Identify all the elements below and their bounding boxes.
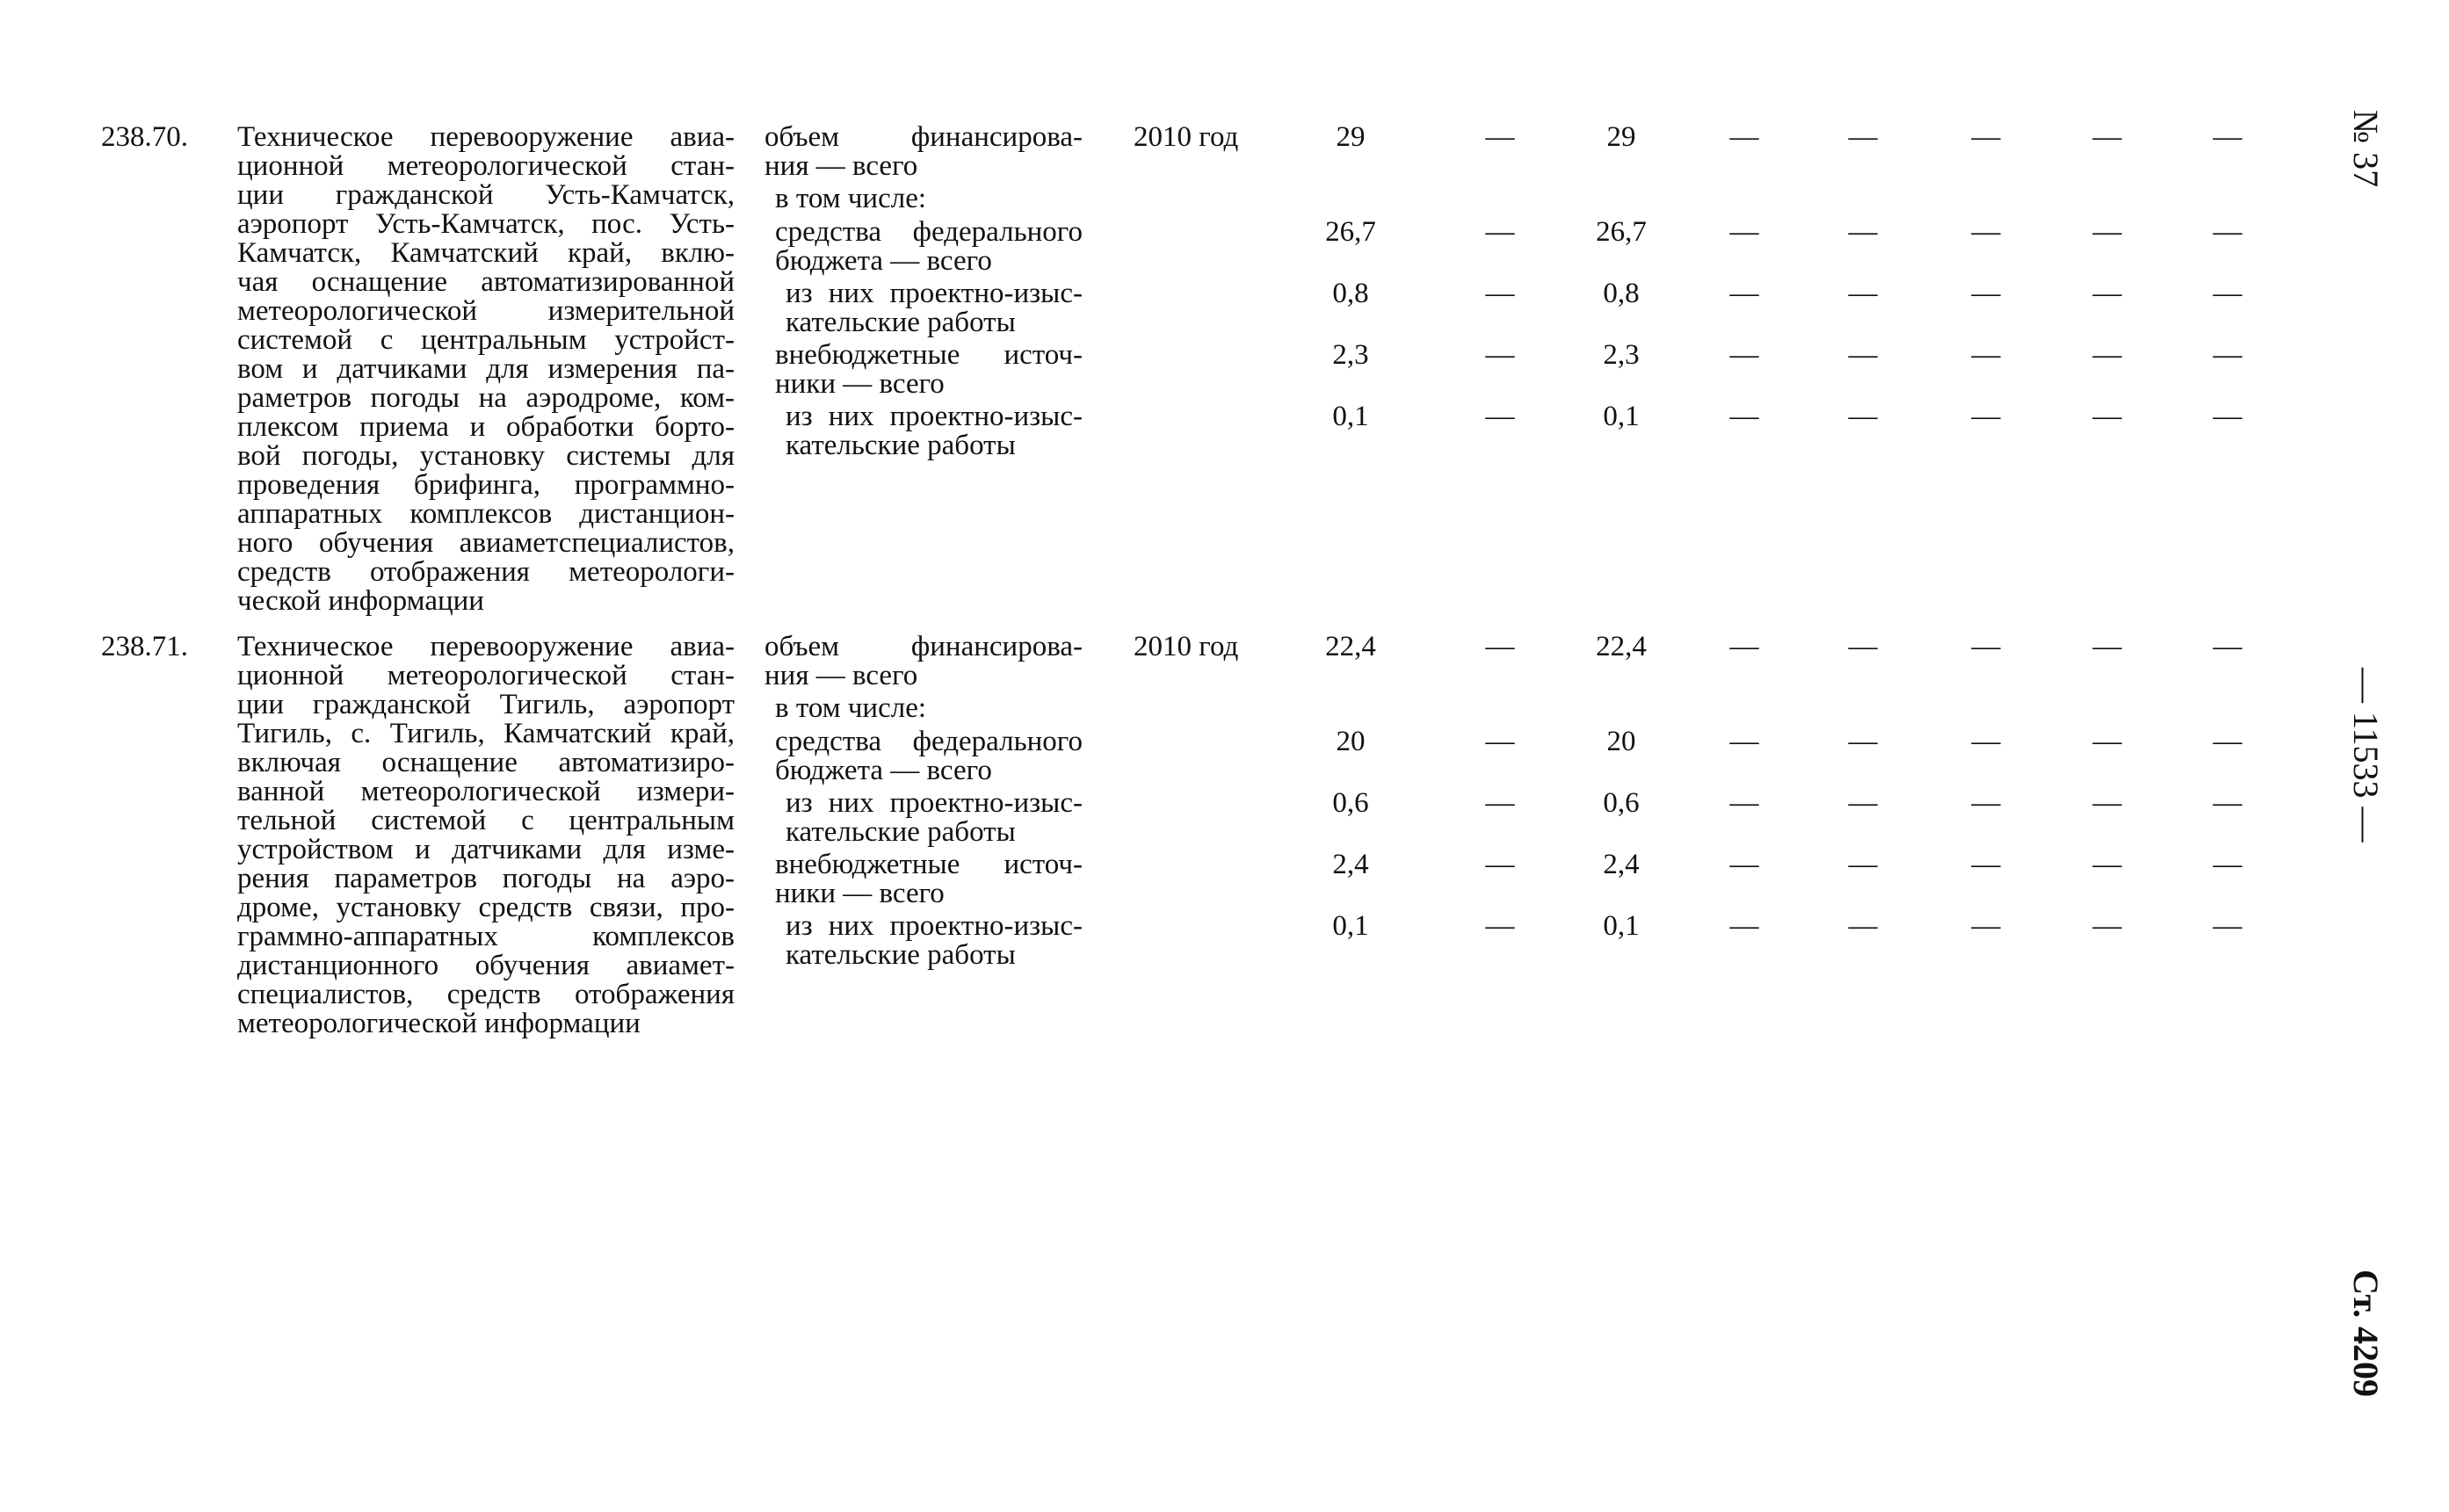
value-cell: 20: [1336, 726, 1366, 757]
entry-year: 2010 год: [1134, 121, 1239, 153]
value-cell: —: [1729, 339, 1759, 371]
description-line: дроме, установку средств связи, про-: [237, 892, 735, 923]
row-label-line: объем финансирова-: [764, 121, 1083, 153]
value-cell: 0,1: [1603, 401, 1640, 432]
value-cell: —: [1971, 339, 2001, 371]
row-label-line: из них проектно-изыс-: [786, 787, 1083, 819]
row-label: [786, 402, 1083, 460]
value-cell: 2,4: [1332, 849, 1369, 880]
value-cell: —: [1971, 910, 2001, 942]
value-cell: —: [1971, 278, 2001, 309]
value-cell: —: [2092, 631, 2122, 662]
value-cell: —: [2213, 216, 2243, 248]
row-label: [764, 123, 1083, 181]
row-label: [786, 789, 1083, 847]
value-cell: —: [2213, 278, 2243, 309]
entry-description: [237, 123, 735, 616]
value-cell: —: [1848, 787, 1878, 819]
entry-number: 238.70.: [101, 121, 188, 153]
value-cell: —: [2213, 849, 2243, 880]
row-label-line: из них проектно-изыс-: [786, 401, 1083, 432]
description-line: метеорологической измерительной: [237, 295, 735, 327]
value-cell: 0,8: [1332, 278, 1369, 309]
value-cell: —: [2092, 910, 2122, 942]
row-label-line: средства федерального: [775, 216, 1083, 248]
description-line: аэропорт Усть-Камчатск, пос. Усть-: [237, 208, 735, 240]
row-label-line: бюджета — всего: [775, 755, 992, 786]
value-cell: —: [2092, 787, 2122, 819]
value-cell: —: [1848, 216, 1878, 248]
issue-number: № 37: [2346, 110, 2386, 188]
value-cell: 0,1: [1603, 910, 1640, 942]
value-cell: —: [1848, 631, 1878, 662]
description-line: ционной метеорологической стан-: [237, 660, 735, 691]
entry-number: 238.71.: [101, 631, 188, 662]
row-label-line: в том числе:: [775, 692, 927, 724]
value-cell: —: [1729, 401, 1759, 432]
value-cell: —: [1485, 787, 1515, 819]
value-cell: —: [1971, 726, 2001, 757]
value-cell: —: [1848, 278, 1878, 309]
row-label-line: ния — всего: [764, 660, 918, 691]
value-cell: 22,4: [1325, 631, 1376, 662]
description-line: граммно-аппаратных комплексов: [237, 921, 735, 952]
row-label: [775, 218, 1083, 276]
value-cell: 20: [1606, 726, 1636, 757]
value-cell: —: [1729, 849, 1759, 880]
row-label-line: кательские работы: [786, 939, 1016, 971]
value-cell: 0,6: [1603, 787, 1640, 819]
value-cell: 0,1: [1332, 910, 1369, 942]
page-number: Ст. 4209: [2346, 1270, 2386, 1397]
value-cell: —: [2213, 910, 2243, 942]
value-cell: —: [2213, 787, 2243, 819]
value-cell: —: [1971, 216, 2001, 248]
row-label: [775, 727, 1083, 785]
description-line: ческой информации: [237, 585, 484, 617]
row-label: [775, 341, 1083, 399]
value-cell: —: [1485, 910, 1515, 942]
value-cell: —: [1848, 401, 1878, 432]
value-cell: 22,4: [1596, 631, 1647, 662]
entry-year: 2010 год: [1134, 631, 1239, 662]
value-cell: 0,6: [1332, 787, 1369, 819]
row-label: [764, 633, 1083, 691]
value-cell: 29: [1336, 121, 1366, 153]
description-line: рения параметров погоды на аэро-: [237, 863, 735, 894]
row-label: [775, 850, 1083, 908]
row-label-line: кательские работы: [786, 430, 1016, 461]
value-cell: 29: [1606, 121, 1636, 153]
value-cell: —: [1485, 121, 1515, 153]
description-line: включая оснащение автоматизиро-: [237, 747, 735, 778]
description-line: дистанционного обучения авиамет-: [237, 950, 735, 981]
description-line: средств отображения метеорологи-: [237, 556, 735, 588]
description-line: ции гражданской Усть-Камчатск,: [237, 179, 735, 211]
description-line: тельной системой с центральным: [237, 805, 735, 836]
value-cell: 0,1: [1332, 401, 1369, 432]
value-cell: —: [2092, 121, 2122, 153]
description-line: устройством и датчиками для изме-: [237, 834, 735, 865]
value-cell: —: [1729, 278, 1759, 309]
row-label-line: внебюджетные источ-: [775, 339, 1083, 371]
description-line: аппаратных комплексов дистанцион-: [237, 498, 735, 530]
value-cell: —: [1729, 726, 1759, 757]
value-cell: —: [1729, 787, 1759, 819]
value-cell: —: [2092, 339, 2122, 371]
value-cell: —: [1485, 631, 1515, 662]
value-cell: —: [2213, 401, 2243, 432]
value-cell: —: [1971, 401, 2001, 432]
entry-description: [237, 633, 735, 1038]
row-label-line: объем финансирова-: [764, 631, 1083, 662]
value-cell: 2,3: [1603, 339, 1640, 371]
value-cell: —: [1848, 910, 1878, 942]
row-label-line: из них проектно-изыс-: [786, 278, 1083, 309]
description-line: вой погоды, установку системы для: [237, 440, 735, 472]
value-cell: —: [1848, 726, 1878, 757]
document-number: — 11533 —: [2346, 668, 2386, 843]
value-cell: 0,8: [1603, 278, 1640, 309]
row-label-line: кательские работы: [786, 307, 1016, 338]
value-cell: —: [1729, 910, 1759, 942]
value-cell: —: [2213, 121, 2243, 153]
description-line: специалистов, средств отображения: [237, 979, 735, 1010]
row-label-line: бюджета — всего: [775, 245, 992, 277]
row-label: [775, 694, 1083, 723]
value-cell: —: [1485, 216, 1515, 248]
value-cell: —: [1485, 401, 1515, 432]
value-cell: —: [2213, 726, 2243, 757]
description-line: раметров погоды на аэродроме, ком-: [237, 382, 735, 414]
value-cell: 26,7: [1596, 216, 1647, 248]
value-cell: —: [2092, 849, 2122, 880]
value-cell: —: [1848, 849, 1878, 880]
row-label: [786, 912, 1083, 970]
value-cell: —: [2092, 726, 2122, 757]
value-cell: 26,7: [1325, 216, 1376, 248]
description-line: Техническое перевооружение авиа-: [237, 631, 735, 662]
row-label-line: ния — всего: [764, 150, 918, 182]
value-cell: 2,4: [1603, 849, 1640, 880]
value-cell: —: [1848, 121, 1878, 153]
description-line: ции гражданской Тигиль, аэропорт: [237, 689, 735, 720]
description-line: чая оснащение автоматизированной: [237, 266, 735, 298]
row-label: [775, 184, 1083, 213]
value-cell: —: [2092, 278, 2122, 309]
value-cell: —: [1485, 849, 1515, 880]
row-label-line: средства федерального: [775, 726, 1083, 757]
value-cell: —: [1971, 631, 2001, 662]
value-cell: —: [1729, 216, 1759, 248]
description-line: вом и датчиками для измерения па-: [237, 353, 735, 385]
row-label-line: из них проектно-изыс-: [786, 910, 1083, 942]
row-label-line: кательские работы: [786, 816, 1016, 848]
value-cell: —: [1971, 849, 2001, 880]
value-cell: —: [2213, 339, 2243, 371]
row-label-line: ники — всего: [775, 368, 945, 400]
description-line: ванной метеорологической измери-: [237, 776, 735, 807]
value-cell: —: [1729, 631, 1759, 662]
value-cell: —: [2092, 216, 2122, 248]
description-line: ного обучения авиаметспециалистов,: [237, 527, 735, 559]
description-line: метеорологической информации: [237, 1008, 641, 1039]
description-line: Техническое перевооружение авиа-: [237, 121, 735, 153]
description-line: ционной метеорологической стан-: [237, 150, 735, 182]
value-cell: —: [1848, 339, 1878, 371]
value-cell: —: [1971, 121, 2001, 153]
value-cell: —: [2213, 631, 2243, 662]
description-line: проведения брифинга, программно-: [237, 469, 735, 501]
description-line: плексом приема и обработки борто-: [237, 411, 735, 443]
value-cell: —: [1971, 787, 2001, 819]
row-label-line: в том числе:: [775, 183, 927, 214]
row-label-line: внебюджетные источ-: [775, 849, 1083, 880]
description-line: Камчатск, Камчатский край, вклю-: [237, 237, 735, 269]
value-cell: —: [1729, 121, 1759, 153]
value-cell: —: [1485, 278, 1515, 309]
description-line: Тигиль, с. Тигиль, Камчатский край,: [237, 718, 735, 749]
value-cell: —: [1485, 339, 1515, 371]
description-line: системой с центральным устройст-: [237, 324, 735, 356]
value-cell: —: [2092, 401, 2122, 432]
value-cell: 2,3: [1332, 339, 1369, 371]
row-label-line: ники — всего: [775, 878, 945, 909]
row-label: [786, 279, 1083, 337]
value-cell: —: [1485, 726, 1515, 757]
